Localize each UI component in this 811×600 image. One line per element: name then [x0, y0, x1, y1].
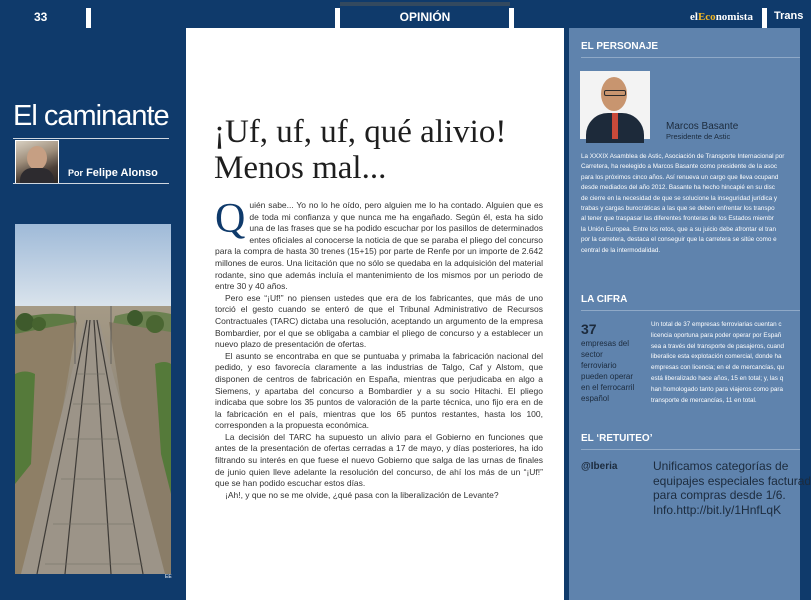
cifra-description — [651, 320, 801, 406]
next-section-label: Trans — [774, 10, 804, 22]
article — [186, 28, 564, 600]
text-line: licencia oportuna para poder operar por Españ — [651, 331, 782, 339]
railway-photo-image — [15, 224, 171, 574]
person-name: Marcos Basante — [666, 121, 739, 132]
cifra-number: 37 — [581, 321, 597, 337]
headline — [214, 114, 554, 186]
text-line: al tener que traspasar las diferentes fronteras de los Estados miembr — [581, 215, 774, 223]
column-name: El caminante — [13, 100, 169, 132]
brand-suffix: nomista — [715, 11, 753, 23]
bar-divider — [86, 8, 91, 28]
section-label — [340, 2, 510, 30]
brand-highlight: Eco — [697, 11, 716, 23]
person-photo-glasses — [604, 90, 626, 96]
bar-divider — [762, 8, 767, 28]
text-line: liberalice esta explotación comercial, donde ha — [651, 353, 782, 361]
text-line: desde mediados del año 2012. Basante ha hecho hincapié en su disc — [581, 184, 775, 192]
railway-photo — [15, 224, 171, 574]
headline-line-2: Menos mal... — [214, 150, 387, 186]
text-line: Carretera, ha reelegido a Marcos Basante como presidente de la asoc — [581, 163, 778, 171]
cifra-title: LA CIFRA — [581, 294, 628, 305]
article-body — [215, 196, 543, 501]
brand-logo — [690, 11, 753, 23]
text-line: Info.http://bit.ly/1HnfLqK — [653, 502, 782, 517]
retuit-title: EL ‘RETUITEO’ — [581, 433, 653, 444]
tweet-text — [653, 459, 811, 517]
photo-credit: EE — [165, 574, 172, 580]
text-line: de cierre en la necesidad de que se solucione la inseguridad jurídica y — [581, 194, 778, 202]
paragraph: ¡Ah!, y que no se me olvide, ¿qué pasa con la liberalización de Levante? — [225, 489, 499, 500]
text-line: central de la intermodalidad. — [581, 246, 661, 254]
divider — [581, 449, 800, 450]
paragraph-text: uién sabe... Yo no lo he oído, pero alguien me lo ha contado. Alguien que es de toda mi confianza y que nunca me ha engañado. Según él, esta ha sido una de las frases que se ha podido escuchar por los pasillos de determinados entes oficiales al conocerse la noticia de que se paraba el pliego del concurso para la compra de hasta 30 trenes (15+15) por parte de Renfe por un importe de 2.642 millones de euros. Una licitación que no sólo se quedaba en la adquisición del material rodante, sino que además incluía el mantenimiento de los mismos por un periodo de entre 30 y 40 años. — [215, 200, 543, 292]
brand-prefix: el — [690, 11, 698, 23]
text-line: para compras desde 1/6. — [653, 488, 786, 503]
author-photo-head — [27, 146, 47, 170]
text-line: Unificamos categorías de — [653, 459, 789, 473]
dropcap: Q — [215, 196, 246, 242]
text-line: trabas y cargas burocráticas a las que se deben enfrentar los transpo — [581, 205, 775, 213]
person-description — [581, 152, 803, 256]
info-sidebar — [569, 28, 811, 600]
text-line: sea a través del transporte de pasajeros, cuand — [651, 342, 785, 350]
byline-prefix: Por — [68, 168, 84, 178]
author-photo — [15, 140, 59, 184]
cifra-label: empresas del sector ferroviario pueden operar en el ferrocarril español — [581, 339, 635, 403]
text-line: por la carretera, destaca el conseguir que la carretera se sitúe como e — [581, 236, 777, 244]
paragraph: Pero ese “¡Uf!” no piensen ustedes que era de los fabricantes, que más de uno torció el gesto cuando se enteró de que el Tribunal Administrativo de Recursos Contractuales (TARC) dictaba una resolución, aceptando un argumento de la empresa Bombardier, por el que se obligaba a cambiar el pliego de concurso y a establecer un nuevo plazo de presentación de ofertas. — [215, 292, 543, 350]
section-label-text: OPINIÓN — [399, 10, 451, 24]
author-photo-body — [20, 168, 54, 184]
divider — [13, 138, 169, 139]
text-line: la Unión Europea. Entre los retos, que a su juicio debe afrontar el tran — [581, 225, 776, 233]
text-line: empresas con licencia; en el de mercancías, qu — [651, 364, 785, 372]
person-photo — [580, 71, 650, 139]
paragraph: La decisión del TARC ha supuesto un alivio para el Gobierno en funciones que antes de la presentación de ofertas cerradas a 17 de mayo, y días posteriores, ha ido filtrando su interés en que fuese el nuevo Gobierno que salga de las urnas de finales de junio quien lleve adelante la resolución del concurso, de ahí los más de un “¡Uf!” que se han podido escuchar estos días. — [215, 431, 543, 489]
column-sidebar — [13, 28, 185, 600]
divider — [581, 310, 800, 311]
text-line: La XXXIX Asamblea de Astic, Asociación de Transporte Internacional por — [581, 153, 785, 160]
page-number: 33 — [34, 10, 48, 24]
personaje-title: EL PERSONAJE — [581, 41, 659, 52]
divider — [13, 183, 169, 184]
byline-author: Felipe Alonso — [86, 167, 158, 179]
headline-line-1: ¡Uf, uf, uf, qué alivio! — [214, 114, 507, 150]
text-line: Un total de 37 empresas ferroviarias cuentan c — [651, 321, 782, 328]
person-role: Presidente de Astic — [666, 132, 731, 141]
tweet-user: @Iberia — [581, 461, 618, 472]
divider — [581, 57, 800, 58]
person-photo-tie — [612, 113, 618, 139]
text-line: está liberalizado hace años, 15 en total; y, las q — [651, 374, 784, 382]
text-line: equipajes especiales facturad — [653, 473, 811, 488]
paragraph — [215, 196, 543, 293]
byline — [68, 167, 158, 179]
bar-divider — [509, 8, 514, 28]
text-line: transporte de mercancías, 11 en total. — [651, 396, 757, 404]
text-line: para los próximos cinco años. Así renueva un cargo que lleva ocupand — [581, 173, 779, 181]
paragraph: El asunto se encontraba en que se puntuaba y primaba la fabricación nacional del pedido, y eso favorecía claramente a las industrias de Talgo, Caf y Alstom, que disponen de centros de fabricación en España, mientras que perjudicaba en algo a Siemens, y apartaba del concurso a Bombardier y a su socio Hitachi. El pliego indicaba que sobre los 35 puntos de valoración de la parte técnica, uno fijo era en de la fabricación en el país, mientras que los 65 puntos restantes, hasta los 100, corresponden a la propuesta económica. — [215, 350, 543, 431]
text-line: han homologado tanto para viajeros como para — [651, 385, 783, 393]
